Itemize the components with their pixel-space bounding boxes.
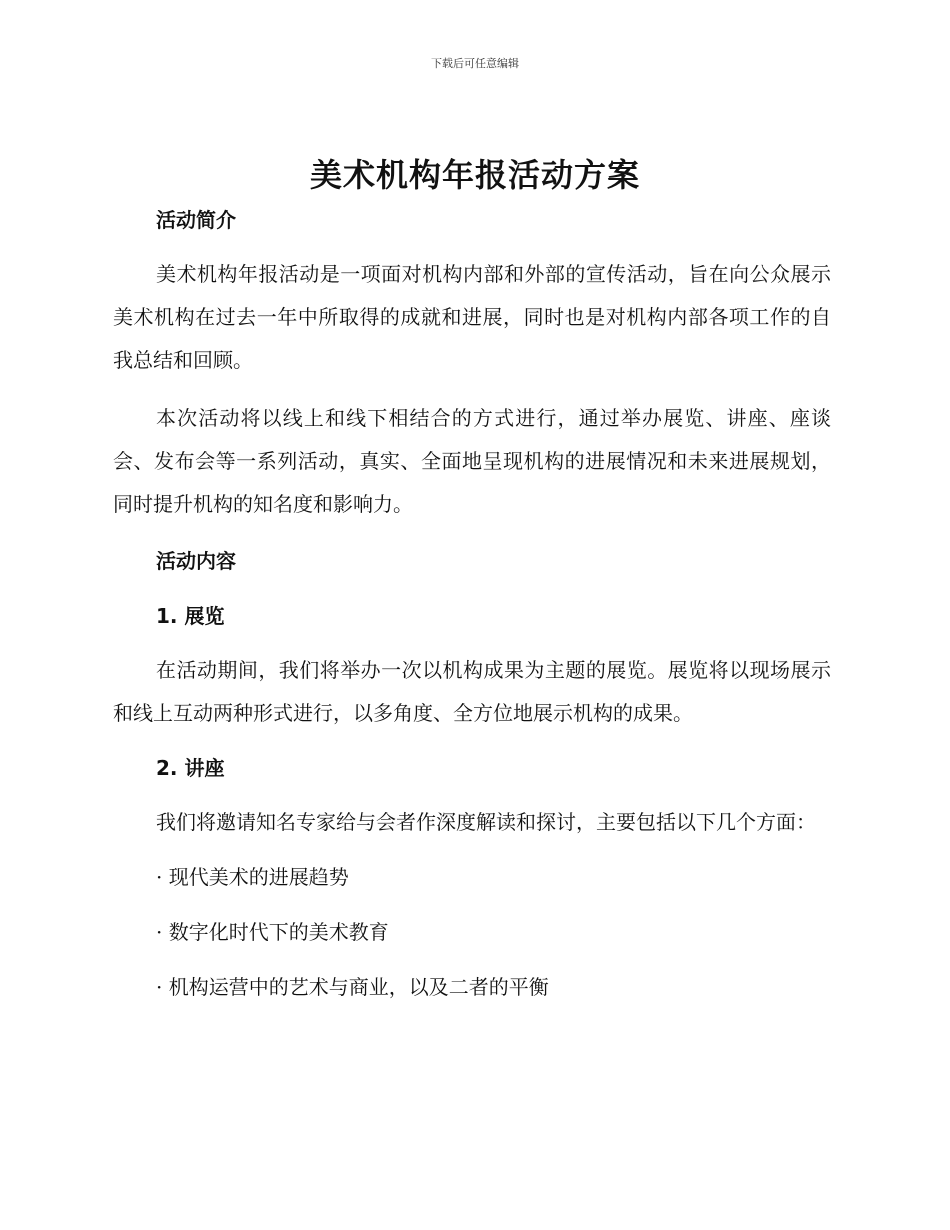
intro-paragraph-2: 本次活动将以线上和线下相结合的方式进行，通过举办展览、讲座、座谈会、发布会等一系列活动，真实、全面地呈现机构的进展情况和未来进展规划，同时提升机构的知名度和影响力。 [113, 406, 831, 516]
exhibition-paragraph: 在活动期间，我们将举办一次以机构成果为主题的展览。展览将以现场展示和线上互动两种形式进行，以多角度、全方位地展示机构的成果。 [113, 658, 831, 725]
lecture-paragraph: 我们将邀请知名专家给与会者作深度解读和探讨，主要包括以下几个方面： [156, 810, 816, 834]
subsection-heading-exhibition: 1. 展览 [156, 604, 225, 628]
header-note: 下载后可任意编辑 [431, 57, 519, 70]
lecture-bullet-1: · 现代美术的进展趋势 [156, 865, 349, 889]
lecture-bullet-3: · 机构运营中的艺术与商业，以及二者的平衡 [156, 975, 549, 999]
section-heading-intro: 活动简介 [156, 208, 236, 232]
intro-paragraph-1: 美术机构年报活动是一项面对机构内部和外部的宣传活动，旨在向公众展示美术机构在过去一年中所取得的成就和进展，同时也是对机构内部各项工作的自我总结和回顾。 [113, 262, 831, 372]
document-body [113, 200, 831, 1007]
subsection-heading-lecture: 2. 讲座 [156, 756, 225, 780]
document-title: 美术机构年报活动方案 [309, 156, 640, 194]
section-heading-content: 活动内容 [156, 549, 236, 573]
lecture-bullet-2: · 数字化时代下的美术教育 [156, 920, 389, 944]
